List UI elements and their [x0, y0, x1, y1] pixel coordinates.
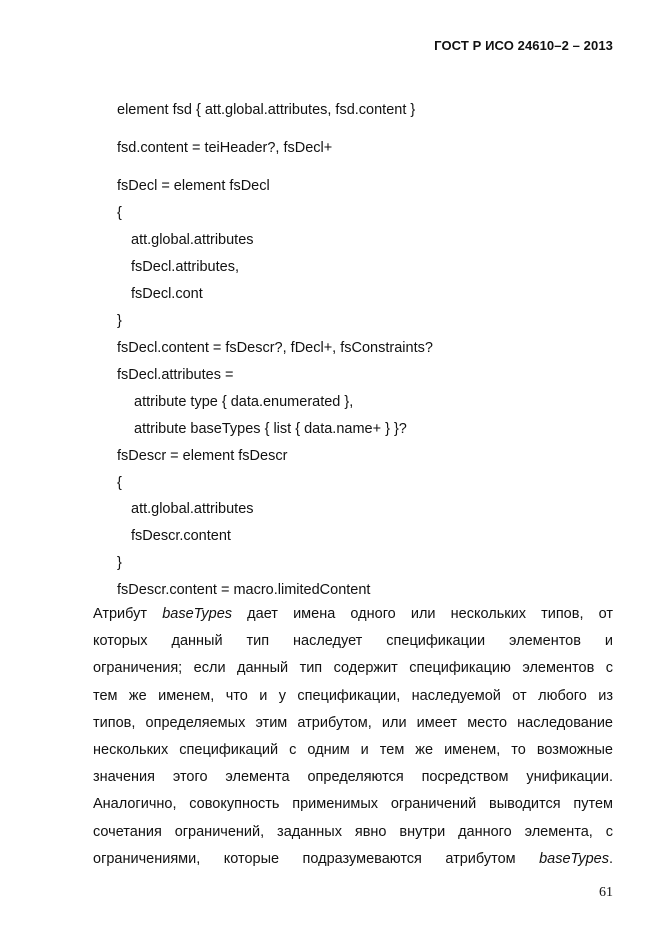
paragraph-line: тем же именем, что и у спецификации, наследуемой от любого из: [93, 687, 613, 704]
code-line: fsDecl.attributes,: [131, 259, 239, 275]
code-line: {: [117, 205, 122, 221]
code-line: att.global.attributes: [131, 501, 254, 517]
code-line: attribute baseTypes { list { data.name+ } }?: [134, 421, 407, 437]
code-line: }: [117, 555, 122, 571]
paragraph-line: которых данный тип наследует спецификации элементов и: [93, 633, 613, 650]
paragraph-line: [93, 846, 613, 873]
paragraph-line: типов, определяемых этим атрибутом, или имеет место наследование: [93, 714, 613, 731]
code-line: fsDecl.cont: [131, 286, 203, 302]
paragraph-line: сочетания ограничений, заданных явно внутри данного элемента, с: [93, 823, 613, 840]
code-line: fsDescr.content: [131, 528, 231, 544]
paragraph-text: .: [608, 850, 613, 867]
paragraph-line: [93, 601, 613, 628]
code-line: fsDescr = element fsDescr: [117, 448, 288, 464]
paragraph-emphasis: baseTypes: [539, 850, 609, 867]
paragraph-line: значения этого элемента определяются посредством унификации.: [93, 769, 613, 786]
paragraph-text: дает имена одного или нескольких типов, от: [232, 606, 613, 622]
code-line: }: [117, 313, 122, 329]
paragraph-text: Атрибут: [93, 606, 163, 622]
page-number: 61: [599, 885, 613, 900]
paragraph-line: ограничения; если данный тип содержит спецификацию элементов с: [93, 660, 613, 677]
code-line: fsd.content = teiHeader?, fsDecl+: [117, 140, 333, 156]
body-paragraph: [93, 601, 613, 873]
paragraph-line: нескольких спецификаций с одним и тем же именем, то возможные: [93, 742, 613, 759]
paragraph-text: ограничениями, которые подразумеваются атрибутом: [93, 850, 540, 867]
code-line: fsDecl = element fsDecl: [117, 178, 270, 194]
code-line: fsDecl.content = fsDescr?, fDecl+, fsConstraints?: [117, 340, 433, 356]
code-line: fsDecl.attributes =: [117, 367, 234, 383]
code-line: attribute type { data.enumerated },: [134, 394, 354, 410]
paragraph-emphasis: baseTypes: [162, 606, 233, 622]
code-line: {: [117, 475, 122, 491]
code-line: att.global.attributes: [131, 232, 254, 248]
code-line: fsDescr.content = macro.limitedContent: [117, 582, 371, 598]
paragraph-line: Аналогично, совокупность применимых ограничений выводится путем: [93, 796, 613, 813]
document-header-standard-id: ГОСТ Р ИСО 24610–2 – 2013: [434, 38, 613, 53]
code-line: element fsd { att.global.attributes, fsd.content }: [117, 102, 416, 118]
